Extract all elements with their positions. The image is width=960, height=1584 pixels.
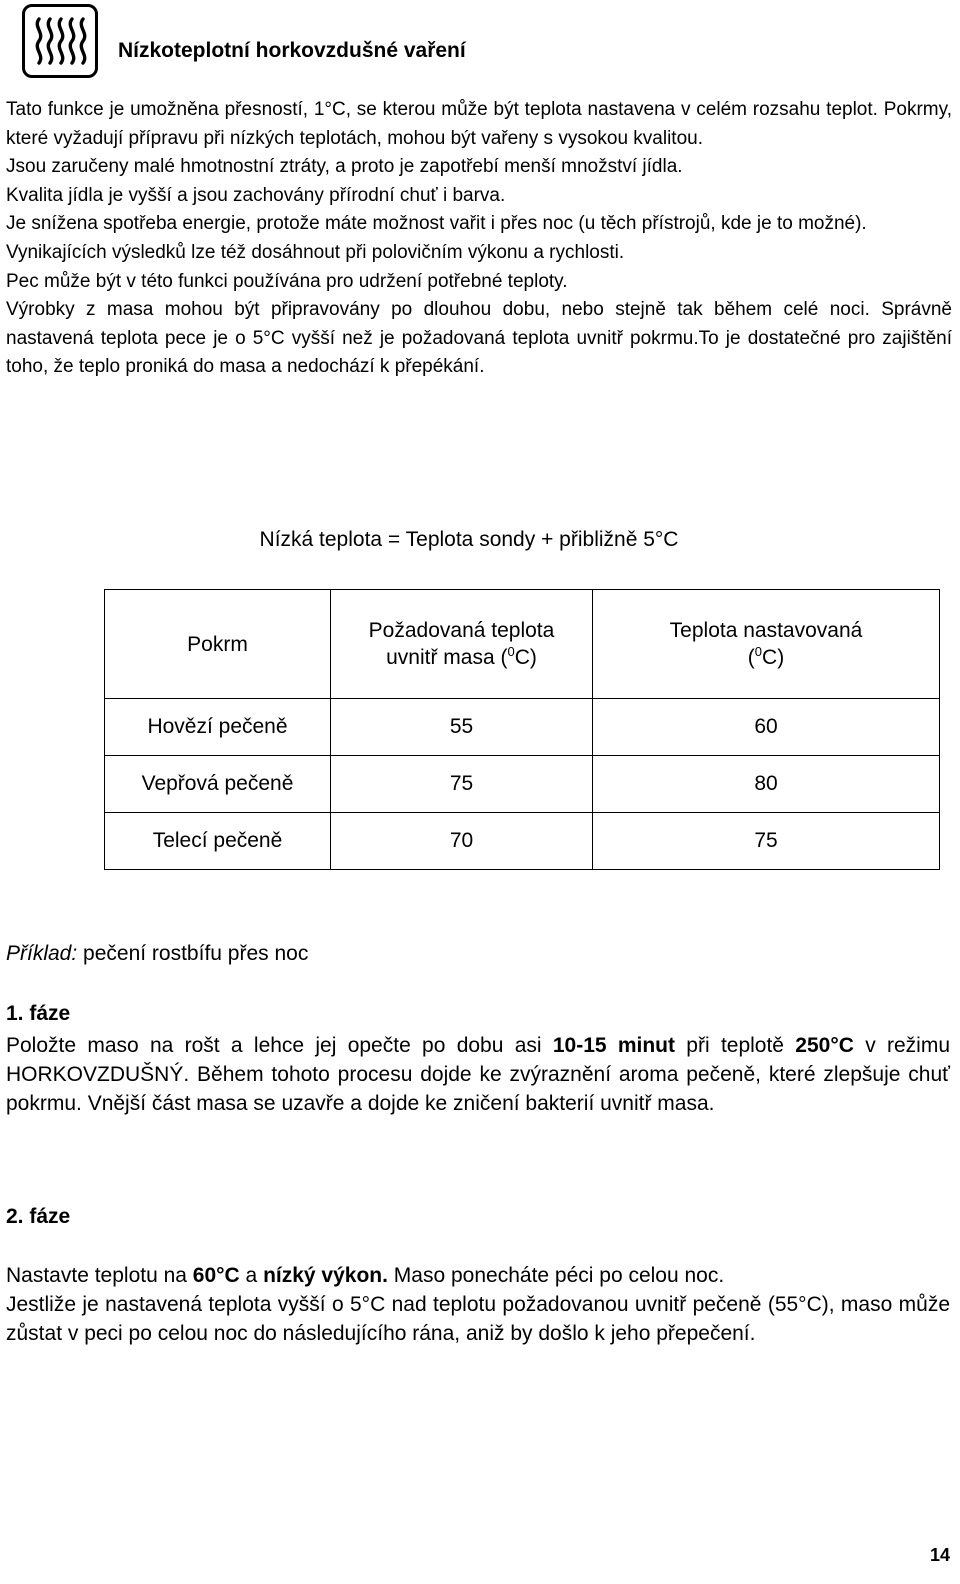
low-temperature-heat-icon xyxy=(22,4,98,78)
header-inside-temp xyxy=(331,590,593,699)
table-row xyxy=(105,813,940,870)
intro-paragraph: Tato funkce je umožněna přesností, 1°C, se kterou může být teplota nastavena v celém rozsahu teplot. Pokrmy, které vyžadují přípravu při nízkých teplotách, mohou být vařeny s vysokou kvalitou. xyxy=(6,99,952,149)
table-header-row xyxy=(105,590,940,699)
phase2-note: Jestliže je nastavená teplota vyšší o 5°C nad teplotu požadovanou uvnitř pečeně (55°C), maso může zůstat v peci po celou noc do následujícího rána, aniž by došlo k jeho přepečení. xyxy=(6,1293,950,1345)
phase2-text-part: Maso ponecháte péci po celou noc. xyxy=(387,1264,725,1287)
cell-food: Vepřová pečeně xyxy=(105,756,331,813)
header-inside-unit: C) xyxy=(514,646,537,669)
phase1-text xyxy=(6,1032,950,1118)
header-inside-line1: Požadovaná teplota xyxy=(368,619,555,642)
phase1-temperature: 250°C xyxy=(795,1034,854,1057)
cell-set: 80 xyxy=(593,756,940,813)
intro-paragraph: Vynikajících výsledků lze též dosáhnout při polovičním výkonu a rychlosti. xyxy=(6,241,625,263)
phase2-power: nízký výkon. xyxy=(263,1264,388,1287)
intro-paragraph: Jsou zaručeny malé hmotnostní ztráty, a proto je zapotřebí menší množství jídla. xyxy=(6,156,683,178)
cell-food: Hovězí pečeně xyxy=(105,699,331,756)
cell-inside: 70 xyxy=(331,813,593,870)
example-label: Příklad: xyxy=(6,942,78,965)
heat-waves-icon xyxy=(31,14,89,68)
header-set-temp xyxy=(593,590,940,699)
phase2-text-part: a xyxy=(239,1264,264,1287)
degree-superscript: 0 xyxy=(507,644,515,659)
header-set-line2: ( xyxy=(747,646,755,669)
phase2-title: 2. fáze xyxy=(6,1205,71,1228)
header-set-line1: Teplota nastavovaná xyxy=(669,619,863,642)
phase1-text-part: při teplotě xyxy=(675,1034,796,1057)
temperature-table xyxy=(104,589,940,870)
page-number: 14 xyxy=(929,1545,950,1565)
header xyxy=(22,4,466,78)
intro-paragraph: Kvalita jídla je vyšší a jsou zachovány přírodní chuť i barva. xyxy=(6,184,506,206)
intro-text xyxy=(6,96,952,382)
intro-paragraph: Je snížena spotřeba energie, protože máte možnost vařit i přes noc (u těch přístrojů, kde je to možné). xyxy=(6,213,867,235)
degree-superscript: 0 xyxy=(754,644,763,659)
cell-food: Telecí pečeně xyxy=(105,813,331,870)
cell-set: 60 xyxy=(593,699,940,756)
header-food-label: Pokrm xyxy=(187,632,248,656)
phase1-text-part: v režimu HORKOVZDUŠNÝ. Během tohoto procesu dojde ke zvýraznění aroma pečeně, které zlepšuje chuť pokrmu. Vnější část masa se uzavře a dojde ke zničení bakterií uvnitř masa. xyxy=(6,1034,951,1115)
phase1-text-part: Položte maso na rošt a lehce jej opečte po dobu asi xyxy=(6,1034,553,1057)
table-row xyxy=(105,756,940,813)
phase2-temperature: 60°C xyxy=(192,1264,240,1287)
cell-inside: 55 xyxy=(331,699,593,756)
page-title: Nízkoteplotní horkovzdušné vaření xyxy=(118,39,466,62)
header-set-unit: C) xyxy=(762,646,785,669)
phase2-text xyxy=(6,1262,950,1291)
phase1-duration: 10-15 minut xyxy=(552,1034,676,1057)
cell-inside: 75 xyxy=(331,756,593,813)
header-inside-line2: uvnitř masa ( xyxy=(386,646,508,669)
table-row xyxy=(105,699,940,756)
intro-paragraph: Výrobky z masa mohou být připravovány po dlouhou dobu, nebo stejně tak během celé noci. Správně nastavená teplota pece je o 5°C vyšší než je požadovaná teplota uvnitř pokrmu.To je dostatečné pro zajištění toho, že teplo proniká do masa a nedochází k přepékání. xyxy=(6,299,952,378)
phase1-title: 1. fáze xyxy=(6,1002,71,1025)
cell-set: 75 xyxy=(593,813,940,870)
intro-paragraph: Pec může být v této funkci používána pro udržení potřebné teploty. xyxy=(6,270,568,292)
example-text: pečení rostbífu přes noc xyxy=(77,942,309,965)
formula: Nízká teplota = Teplota sondy + přibližně 5°C xyxy=(259,528,679,551)
phase2-text-part: Nastavte teplotu na xyxy=(6,1264,193,1287)
example-line xyxy=(6,942,308,966)
header-food xyxy=(105,590,331,699)
